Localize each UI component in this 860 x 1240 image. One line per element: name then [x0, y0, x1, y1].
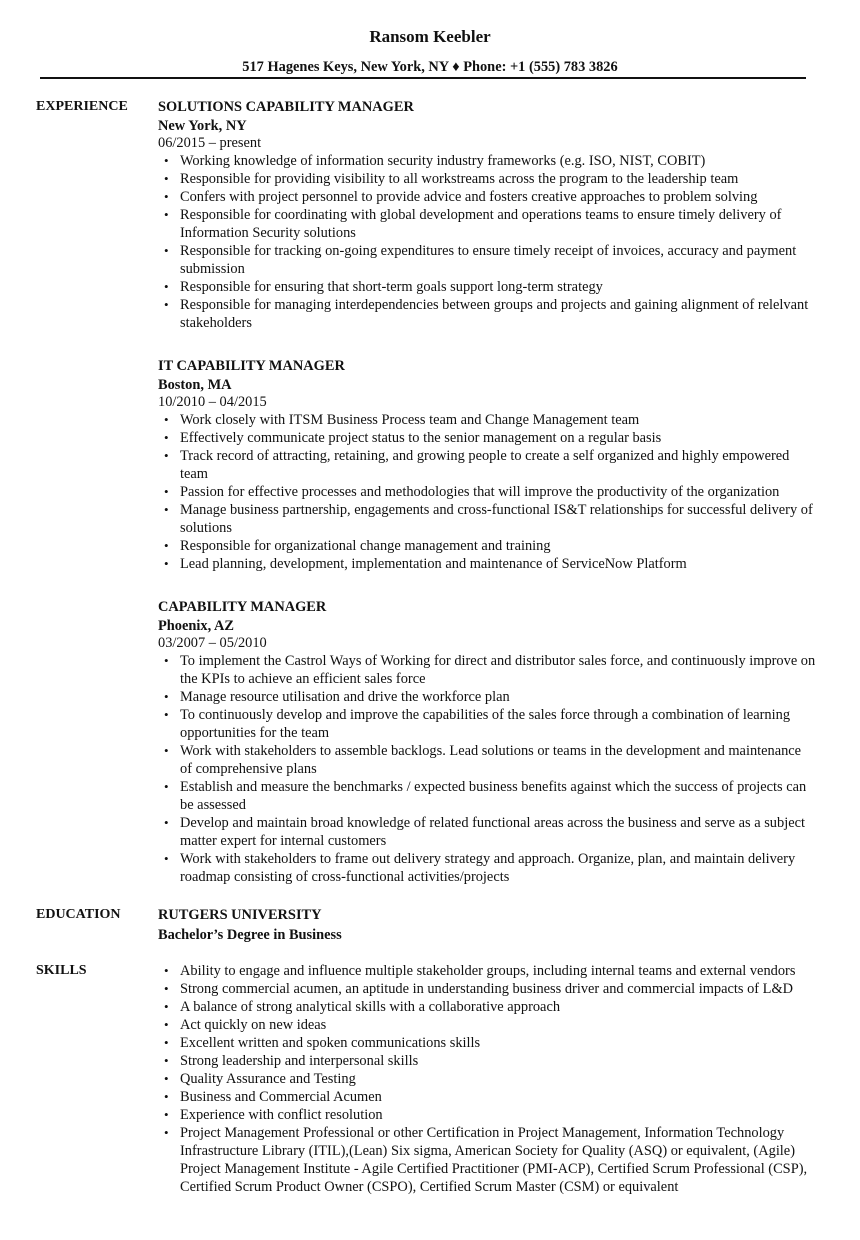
skills-list	[158, 962, 816, 1196]
degree: Bachelor’s Degree in Business	[158, 927, 342, 943]
experience-section	[36, 98, 816, 911]
bullet-item: • Responsible for ensuring that short-term goals support long-term strategy	[158, 278, 816, 296]
skill-item: • Ability to engage and influence multiple stakeholder groups, including internal teams and external vendors	[158, 962, 816, 980]
job-location: Phoenix, AZ	[158, 618, 234, 634]
job-location: New York, NY	[158, 118, 247, 134]
skill-item: • Experience with conflict resolution	[158, 1106, 816, 1124]
bullet-item: • Confers with project personnel to provide advice and fosters creative approaches to problem solving	[158, 188, 816, 206]
job-dates: 10/2010 – 04/2015	[158, 394, 267, 410]
section-label-skills	[36, 962, 87, 980]
skill-item: • Business and Commercial Acumen	[158, 1088, 816, 1106]
skill-item: • Quality Assurance and Testing	[158, 1070, 816, 1088]
job-bullets	[158, 652, 816, 886]
school-name: RUTGERS UNIVERSITY	[158, 907, 322, 923]
skills-label-text: SKILLS	[36, 963, 87, 978]
bullet-item: • Work with stakeholders to frame out delivery strategy and approach. Organize, plan, and maintain delivery roadmap consisting of cross-functional activities/projects	[158, 850, 816, 886]
bullet-item: • Responsible for coordinating with global development and operations teams to ensure timely delivery of Information Security solutions	[158, 206, 816, 242]
bullet-item: • Track record of attracting, retaining, and growing people to create a self organized and highly empowered team	[158, 447, 816, 483]
job-entry	[158, 598, 816, 886]
job-entry	[158, 357, 816, 573]
bullet-item: • Working knowledge of information security industry frameworks (e.g. ISO, NIST, COBIT)	[158, 152, 816, 170]
bullet-item: • Manage resource utilisation and drive the workforce plan	[158, 688, 816, 706]
job-bullets	[158, 411, 816, 573]
bullet-item: • Work with stakeholders to assemble backlogs. Lead solutions or teams in the development and maintenance of comprehensive plans	[158, 742, 816, 778]
skill-item: • Strong commercial acumen, an aptitude in understanding business driver and commercial impacts of L&D	[158, 980, 816, 998]
education-section	[36, 906, 816, 944]
skill-item: • Act quickly on new ideas	[158, 1016, 816, 1034]
job-list	[158, 98, 816, 886]
bullet-item: • Passion for effective processes and methodologies that will improve the productivity of the organization	[158, 483, 816, 501]
bullet-item: • Develop and maintain broad knowledge of related functional areas across the business and serve as a subject matter expert for internal customers	[158, 814, 816, 850]
job-dates: 06/2015 – present	[158, 135, 262, 151]
bullet-item: • Effectively communicate project status to the senior management on a regular basis	[158, 429, 816, 447]
bullet-item: • To continuously develop and improve the capabilities of the sales force through a combination of learning opportunities for the team	[158, 706, 816, 742]
bullet-item: • Responsible for managing interdependencies between groups and projects and gaining alignment of relelvant stakeholders	[158, 296, 816, 332]
bullet-item: • To implement the Castrol Ways of Working for direct and distributor sales force, and continuously improve on the KPIs to achieve an efficient sales force	[158, 652, 816, 688]
job-title: CAPABILITY MANAGER	[158, 599, 327, 615]
skill-item: • Excellent written and spoken communications skills	[158, 1034, 816, 1052]
section-label-education: EDUCATION	[36, 907, 121, 922]
section-label-experience: EXPERIENCE	[36, 99, 128, 114]
header-divider	[40, 77, 806, 79]
job-bullets	[158, 152, 816, 332]
job-location: Boston, MA	[158, 377, 232, 393]
skills-section	[36, 962, 816, 1196]
job-title: IT CAPABILITY MANAGER	[158, 358, 345, 374]
bullet-item: • Responsible for providing visibility to all workstreams across the program to the leadership team	[158, 170, 816, 188]
job-title: SOLUTIONS CAPABILITY MANAGER	[158, 99, 414, 115]
job-entry	[158, 98, 816, 332]
skill-item: • A balance of strong analytical skills with a collaborative approach	[158, 998, 816, 1016]
bullet-item: • Establish and measure the benchmarks / expected business benefits against which the success of projects can be assessed	[158, 778, 816, 814]
contact-line: 517 Hagenes Keys, New York, NY ♦ Phone: +1 (555) 783 3826	[242, 59, 618, 75]
resume-name: Ransom Keebler	[369, 27, 491, 46]
bullet-item: • Manage business partnership, engagements and cross-functional IS&T relationships for successful delivery of solutions	[158, 501, 816, 537]
bullet-item: • Work closely with ITSM Business Process team and Change Management team	[158, 411, 816, 429]
bullet-item: • Responsible for tracking on-going expenditures to ensure timely receipt of invoices, accuracy and payment submission	[158, 242, 816, 278]
bullet-item: • Lead planning, development, implementation and maintenance of ServiceNow Platform	[158, 555, 816, 573]
skill-item: • Project Management Professional or other Certification in Project Management, Information Technology Infrastructure Library (ITIL),(Lean) Six sigma, American Society for Quality (ASQ) or equivalent, (Agile) Project Management Institute - Agile Certified Practitioner (PMI-ACP), Certified Scrum Professional (CSP), Certified Scrum Product Owner (CSPO), Certified Scrum Master (CSM) or equivalent	[158, 1124, 816, 1196]
job-dates: 03/2007 – 05/2010	[158, 635, 267, 651]
skill-item: • Strong leadership and interpersonal skills	[158, 1052, 816, 1070]
bullet-item: • Responsible for organizational change management and training	[158, 537, 816, 555]
